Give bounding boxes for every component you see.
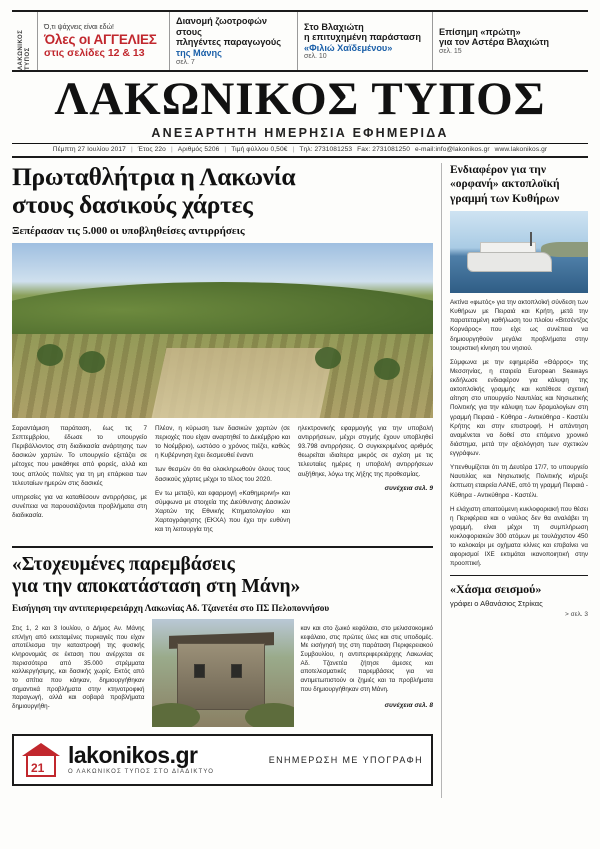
masthead-mini-logo <box>12 12 38 70</box>
lead-photo <box>12 243 433 418</box>
house-icon <box>22 743 60 777</box>
secondary-photo-bush <box>245 703 293 727</box>
dateline-phone: Tηλ: 2731081253 <box>299 145 353 153</box>
teaser-feed-distribution[interactable] <box>170 12 298 70</box>
teaser-classifieds-line1: Όλες οι ΑΓΓΕΛΙΕΣ <box>44 31 157 47</box>
sidebar-photo-mast <box>530 232 532 245</box>
lead-article[interactable] <box>12 163 433 539</box>
teaser-feed-ref: σελ. 7 <box>176 58 195 66</box>
secondary-body <box>12 619 433 727</box>
page-title: ΛΑΚΩΝΙΚΟΣ ΤΥΠΟΣ <box>54 73 546 125</box>
content-area <box>12 163 588 798</box>
secondary-headline-line2: για την αποκατάσταση στη Μάνη» <box>12 576 301 598</box>
teaser-classifieds-line2: στις σελίδες 12 & 13 <box>44 47 145 60</box>
lead-photo-road <box>152 348 335 418</box>
lead-body <box>12 424 433 539</box>
sidebar-paragraph: Η ελάχιστη απαιτούμενη κυκλοφοριακή που θέσει η Περιφέρεια και ο ναύλος δεν θα αναλάβει τη γραμμή, είναι μέχρι τη συμπλήρωση κυκλοφοριακών 300 ατόμων με τουλάχιστον 450 το καλοκαίρι με οχήματα κλίνες και επιβαίνει να αφορισμοί ΙΧΕ εκτιμάται ικανοποιητική στην προοπτική. <box>450 505 588 568</box>
teaser-strip <box>12 10 588 72</box>
secondary-column-2 <box>301 619 434 727</box>
dateline-price: Τιμή φύλλου 0,50€ <box>231 145 288 153</box>
lead-paragraph: Πλέον, η κύρωση των δασικών χαρτών (σε περιοχές που είχαν αναρτηθεί το Δεκέμβριο και το Νοέμβριο), ωστόσο ο χρόνος πιέζει, καθώς η Κυβέρνηση έχει δεσμευθεί έναντι <box>155 425 290 460</box>
dateline-fax: Fax: 2731081250 <box>357 145 410 153</box>
sidebar-photo <box>450 211 588 293</box>
ad-tagline: Ο ΛΑΚΩΝΙΚΟΣ ΤΥΠΟΣ ΣΤΟ ΔΙΑΔΙΚΤΥΟ <box>68 769 215 776</box>
lead-photo-tree <box>37 344 63 366</box>
website-ad-banner[interactable] <box>12 734 433 786</box>
section-divider <box>12 546 433 548</box>
lead-headline-line2: στους δασικούς χάρτες <box>12 190 253 220</box>
sidebar-opinion-author: γράφει ο Αθανάσιος Στρίκας <box>450 598 543 608</box>
secondary-headline <box>12 554 433 599</box>
lead-photo-tree <box>315 347 341 369</box>
secondary-deck: Εισήγηση την αντιπεριφερειάρχη Λακωνίας Αδ. Τζανετέα στο ΠΣ Πελοποννήσου <box>12 602 330 613</box>
sidebar-headline[interactable]: Ενδιαφέρον για την «ορφανή» ακτοπλοϊκή γραμμή των Κυθήρων <box>450 163 560 205</box>
secondary-column-1 <box>12 619 145 727</box>
lead-paragraph: υπηρεσίες για να καταθέσουν αντιρρήσεις, με συνέπεια να παρουσιάζονται προβλήματα στη διαδικασία. <box>12 493 147 519</box>
lead-headline <box>12 163 433 220</box>
secondary-photo-bush <box>152 703 200 727</box>
lead-paragraph: των θεσμών ότι θα ολοκληρωθούν όλους τους δασικούς χάρτες μέχρι το τέλος του 2020. <box>155 466 290 483</box>
teaser-feed-line2: πληγέντες παραγωγούς <box>176 37 282 48</box>
teaser-theatre-line3: «Φιλιώ Χαϊδεμένου» <box>304 42 393 53</box>
lead-column-3 <box>298 424 433 539</box>
lead-paragraph: ηλεκτρονικής εφαρμογής για την υποβολή αντιρρήσεων, μέχρι στιγμής έχουν υποβληθεί 93.798 αντιρρήσεις. Ο συγκεκριμένος αριθμός θεωρείται ιδιαίτερα μικρός σε σχέση με τις τελευταίες ημέρες η υποβολή αντιρρήσεων αυξήθηκε, λόγω της λήξης της προθεσμίας. <box>298 425 433 478</box>
lead-paragraph: Σαραντάμιση παράταση, έως τις 7 Σεπτεμβρίου, έδωσε το υπουργείο Περιβάλλοντος στη διαδικασία ανάρτησης των δασικών χαρτών. Το υπουργείο εξετάζει σε μέτοχες που μακάθηκε από φορείς, αλλά και τους απλούς πολίτες για τη μη επάρκεια των τελευταίων ημερών στις δασικές <box>12 425 147 487</box>
secondary-continued-ref[interactable]: συνέχεια σελ. 8 <box>384 702 433 710</box>
dateline-date: Πέμπτη 27 Ιουλίου 2017 <box>52 145 126 153</box>
sidebar-opinion-title: «Χάσμα σεισμού» <box>450 581 542 596</box>
house-roof-shape <box>22 743 60 756</box>
right-column <box>442 163 588 798</box>
masthead-subtitle: ΑΝΕΞΑΡΤΗΤΗ ΗΜΕΡΗΣΙΑ ΕΦΗΜΕΡΙΔΑ <box>151 125 449 140</box>
dateline-email: e-mail:info@lakonikos.gr <box>414 145 490 153</box>
lead-photo-tree <box>374 358 400 380</box>
lead-column-1 <box>12 424 147 539</box>
masthead <box>12 72 588 158</box>
sidebar-paragraph: Υπενθυμίζεται ότι τη Δευτέρα 17/7, το υπουργείο Ναυτιλίας και Νησιωτικής Πολιτικής κήρυξε έκπτωτη εταιρεία ΛΑΝΕ, από τη γραμμή Πειραιά - Κύθηρα - Αντικύθηρα - Καστέλι. <box>450 464 588 499</box>
secondary-photo-window <box>231 664 242 678</box>
lead-headline-line1: Πρωταθλήτρια η Λακωνία <box>12 161 296 191</box>
ad-site-name[interactable]: lakonikos.gr <box>68 742 198 769</box>
lead-deck: Ξεπέρασαν τις 5.000 οι υποβληθείσες αντιρρήσεις <box>12 225 245 238</box>
left-column <box>12 163 442 798</box>
secondary-photo-window <box>194 664 205 678</box>
ad-slogan: ΕΝΗΜΕΡΩΣΗ ΜΕ ΥΠΟΓΡΑΦΗ <box>268 754 423 765</box>
secondary-headline-line1: «Στοχευμένες παρεμβάσεις <box>12 554 235 576</box>
sidebar-opinion-teaser[interactable] <box>450 582 588 618</box>
teaser-sports-line1: Επίσημη «πρώτη» <box>439 26 521 37</box>
teaser-sports[interactable] <box>433 12 588 70</box>
teaser-sports-ref: σελ. 15 <box>439 48 462 56</box>
teaser-classifieds[interactable] <box>38 12 170 70</box>
dateline-issue: Αριθμός 5206 <box>177 145 220 153</box>
sidebar-body <box>450 298 588 569</box>
dateline: Πέμπτη 27 Ιουλίου 2017 | Έτος 22ο | Αριθμός 5206 | Τιμή φύλλου 0,50€ | Tηλ: 2731081253 Fax: 2731081250 e-mail:info@lakonikos.gr www.lakonikos.gr <box>12 144 588 158</box>
house-number: 21 <box>31 760 45 775</box>
lead-photo-tree <box>79 351 105 373</box>
secondary-article[interactable] <box>12 554 433 727</box>
teaser-feed-line3: της Μάνης <box>176 48 222 59</box>
teaser-theatre[interactable] <box>298 12 433 70</box>
teaser-sports-line2: για τον Αστέρα Βλαχιώτη <box>439 37 550 48</box>
lead-column-2 <box>155 424 290 539</box>
secondary-photo-house <box>177 643 265 710</box>
teaser-feed-line1: Διανομή ζωοτροφών στους <box>176 16 267 37</box>
ad-text-block <box>68 744 214 775</box>
sidebar-photo-boat <box>467 252 553 272</box>
teaser-theatre-ref: σελ. 10 <box>304 53 327 61</box>
dateline-website[interactable]: www.lakonikos.gr <box>494 145 548 153</box>
sidebar-paragraph: Σύμφωνα με την εφημερίδα «Θάρρος» της Μεσσηνίας, η εταιρεία European Seaways εκδήλωσε ενδιαφέρον για κάλυψη της ακτοπλοϊκής γραμμής και κατέθεσε σχετική αίτηση στο υπουργείο Ναυτιλίας και Νησιωτικής Πολιτικής για την κάλυψη των δρομολογίων στη γραμμή Πειραιά - Κύθηρα - Αντικύθηρα - Καστέλι Κρήτης και στην επιστροφή. Η απάντηση αναμένεται να δοθεί στο επόμενο χρονικό διάστημα, μετά την αξιολόγηση των σχετικών εγγράφων. <box>450 358 588 458</box>
masthead-mini-logo-text: ΛΑΚΩΝΙΚΟΣ ΤΥΠΟΣ <box>17 29 31 70</box>
secondary-paragraph: καν και στο ζωικό κεφάλαιο, στο μελισσοκομικό κεφάλαιο, στις πρώτες ύλες και στις υποδομές. Με εισήγησή της στη παράταση Περιφερειακού Συμβουλίου, η αντιπεριφερειάρχης Λακωνίας Αδ. Τζανετέα ζήτησε άμεσες και αποτελεσματικές παρεμβάσεις για να αντιμετωπιστούν οι ζημιές και τα προβλήματα που δημιουργήθηκαν στη Μάνη. <box>300 625 433 693</box>
teaser-theatre-line2: η επιτυχημένη παράσταση <box>304 32 421 43</box>
sidebar-opinion-ref[interactable]: > σελ. 3 <box>565 610 588 618</box>
lead-paragraph: Εν τω μεταξύ, και εφαρμογή «Καθημερινή» και σύμφωνα με στοιχεία της Διεύθυνσης Δασικών Χαρτών της Εθνικής Κτηματολογίου και Χαρτογράφησης (ΕΚΧΑ) που έχει την ευθύνη και τη λειτουργία της <box>155 489 290 533</box>
teaser-theatre-line1: Στο Βλαχιώτη <box>304 21 364 32</box>
secondary-photo <box>152 619 294 727</box>
lead-continued-ref[interactable]: συνέχεια σελ. 9 <box>384 484 433 492</box>
ad-slogan-block <box>269 755 423 765</box>
sidebar-divider <box>450 575 588 576</box>
secondary-paragraph: Στις 1, 2 και 3 Ιουλίου, ο Δήμος Αν. Μάνης επλήγη από εκτεταμένες πυρκαγιές που είχαν αποτέλεσμα την καταστροφή της φυσικής κληρονομιάς σε έκταση που ανέρχεται σε περισσότερα από 35.000 στρέμματα καλλιεργήσιμης, και δασικής χωρίς. Εκτός από το σπίτια που κάηκαν, δημιουργήθηκαν σημαντικά προβλήματα στην κτηνοτροφική παραγωγή, αλλά και σοβαρά προβλήματα δημιουργήθη- <box>12 625 145 711</box>
dateline-year: Έτος 22ο <box>137 145 166 153</box>
sidebar-paragraph: Ακτίνα «φωτός» για την ακτοπλοϊκή σύνδεση των Κυθήρων με Πειραιά και Κρήτη, μετά την παρατεταμένη καθήλωση του πλοίου «Βιτσέντζος Κορνάρος» που είχε ως συνέπεια να δημιουργηθούν μεγάλα προβλήματα στην τουριστική κίνηση του νησιού. <box>450 299 588 352</box>
teaser-classifieds-kicker: Ό,τι ψάχνεις είναι εδώ! <box>44 23 114 31</box>
